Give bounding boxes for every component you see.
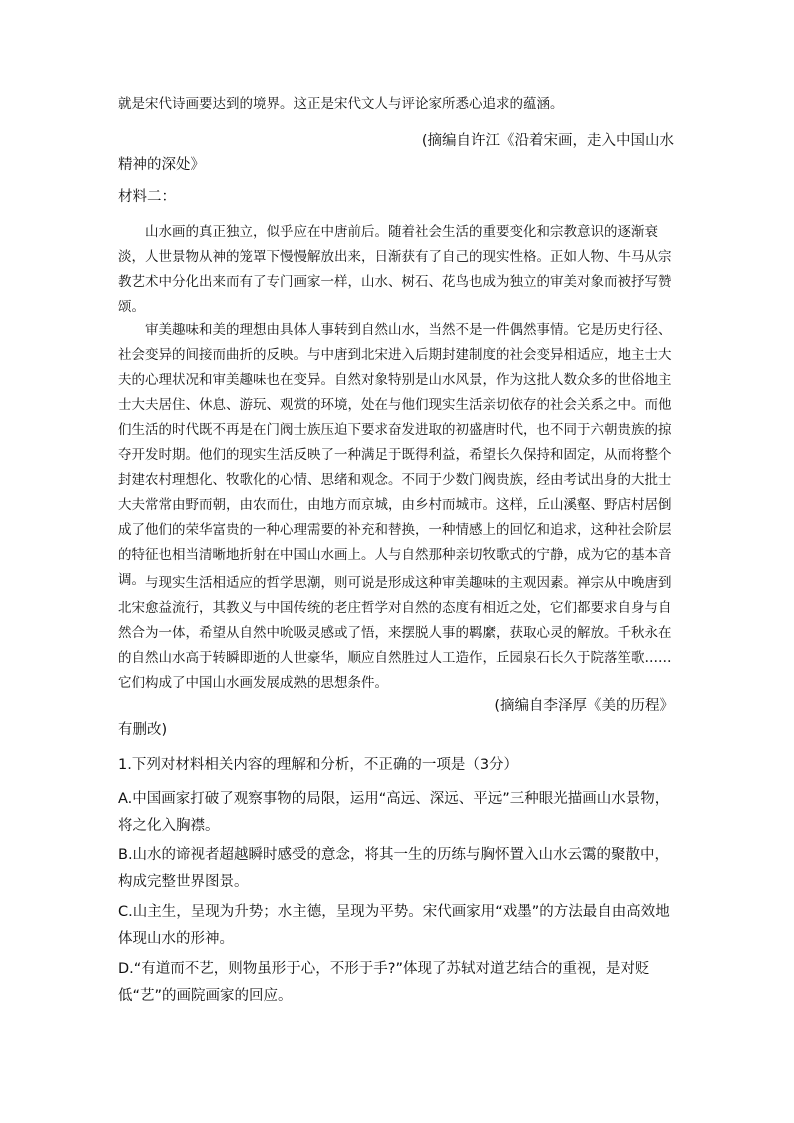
- option-d: D.“有道而不艺，则物虽形于心，不形于手?”体现了苏轼对道艺结合的重视，是对贬低“艺”的画院画家的回应。: [118, 961, 650, 1004]
- paragraph-2: 审美趣味和美的理想由具体人事转到自然山水，当然不是一件偶然事情。它是历史行径、社会变异的间接而曲折的反映。与中唐到北宋进入后期封建制度的社会变异相适应，地主士大夫的心理状况和审美趣味也在变异。自然对象特别是山水风景，作为这批人数众多的世俗地主士大夫居住、休息、游玩、观赏的环境，处在与他们现实生活亲切依存的社会关系之中。而他们生活的时代既不再是在门阀士族压迫下要求奋发进取的初盛唐时代，也不同于六朝贵族的掠夺开发时期。他们的现实生活反映了一种满足于既得利益，希望长久保持和固定，从而将整个封建农村理想化、牧歌化的心情、思绪和观念。不同于少数门阀贵族，经由考试出身的大批士大夫常常由野而朝，由农而仕，由地方而京城，由乡村而城市。这样，丘山溪壑、野店村居倒成了他们的荣华富贵的一种心理需要的补充和替换，一种情感上的回忆和追求，这种社会阶层的特征也相当清晰地折射在中国山水画上。人与自然那种亲切牧歌式的宁静，成为它的基本音调。: [118, 322, 672, 588]
- source-1-line-1: (摘编自许江《沿着宋画，走入中国山水: [421, 133, 674, 149]
- option-a: A.中国画家打破了观察事物的局限，运用“高远、深远、平远”三种眼光描画山水景物，将之化入胸襟。: [118, 791, 670, 834]
- material-2-heading: 材料二：: [118, 189, 176, 205]
- option-b: B.山水的谛视者超越瞬时感受的意念，将其一生的历练与胸怀置入山水云霭的聚散中，构成完整世界图景。: [118, 847, 670, 890]
- question-stem: 1.下列对材料相关内容的理解和分析，不正确的一项是（3分）: [118, 757, 519, 773]
- paragraph-1: 山水画的真正独立，似乎应在中唐前后。随着社会生活的重要变化和宗教意识的逐渐衰淡，人世景物从神的笼罩下慢慢解放出来，日渐获有了自己的现实性格。正如人物、牛马从宗教艺术中分化出来而有了专门画家一样，山水、树石、花鸟也成为独立的审美对象而被抒写赞颂。: [118, 224, 672, 315]
- source-attribution-2: [118, 694, 674, 742]
- source-attribution-1: [118, 129, 674, 177]
- intro-line: 就是宋代诗画要达到的境界。这正是宋代文人与评论家所悉心追求的蕴涵。: [118, 96, 564, 112]
- source-2-line-1: (摘编自李泽厚《美的历程》: [494, 698, 674, 714]
- option-c: C.山主生，呈现为升势；水主德，呈现为平势。宋代画家用“戏墨”的方法最自由高效地体现山水的形神。: [118, 904, 670, 947]
- source-2-line-2: 有删改): [118, 722, 168, 738]
- paragraph-3: 与现实生活相适应的哲学思潮，则可说是形成这种审美趣味的主观因素。禅宗从中晚唐到北宋愈益流行，其教义与中国传统的老庄哲学对自然的态度有相近之处，它们都要求自身与自然合为一体，希望从自然中吮吸灵感或了悟，来摆脱人事的羁縻，获取心灵的解放。千秋永在的自然山水高于转瞬即逝的人世豪华，顺应自然胜过人工造作，丘园泉石长久于院落笙歌……它们构成了中国山水画发展成熟的思想条件。: [118, 575, 672, 691]
- source-1-line-2: 精神的深处》: [118, 157, 205, 173]
